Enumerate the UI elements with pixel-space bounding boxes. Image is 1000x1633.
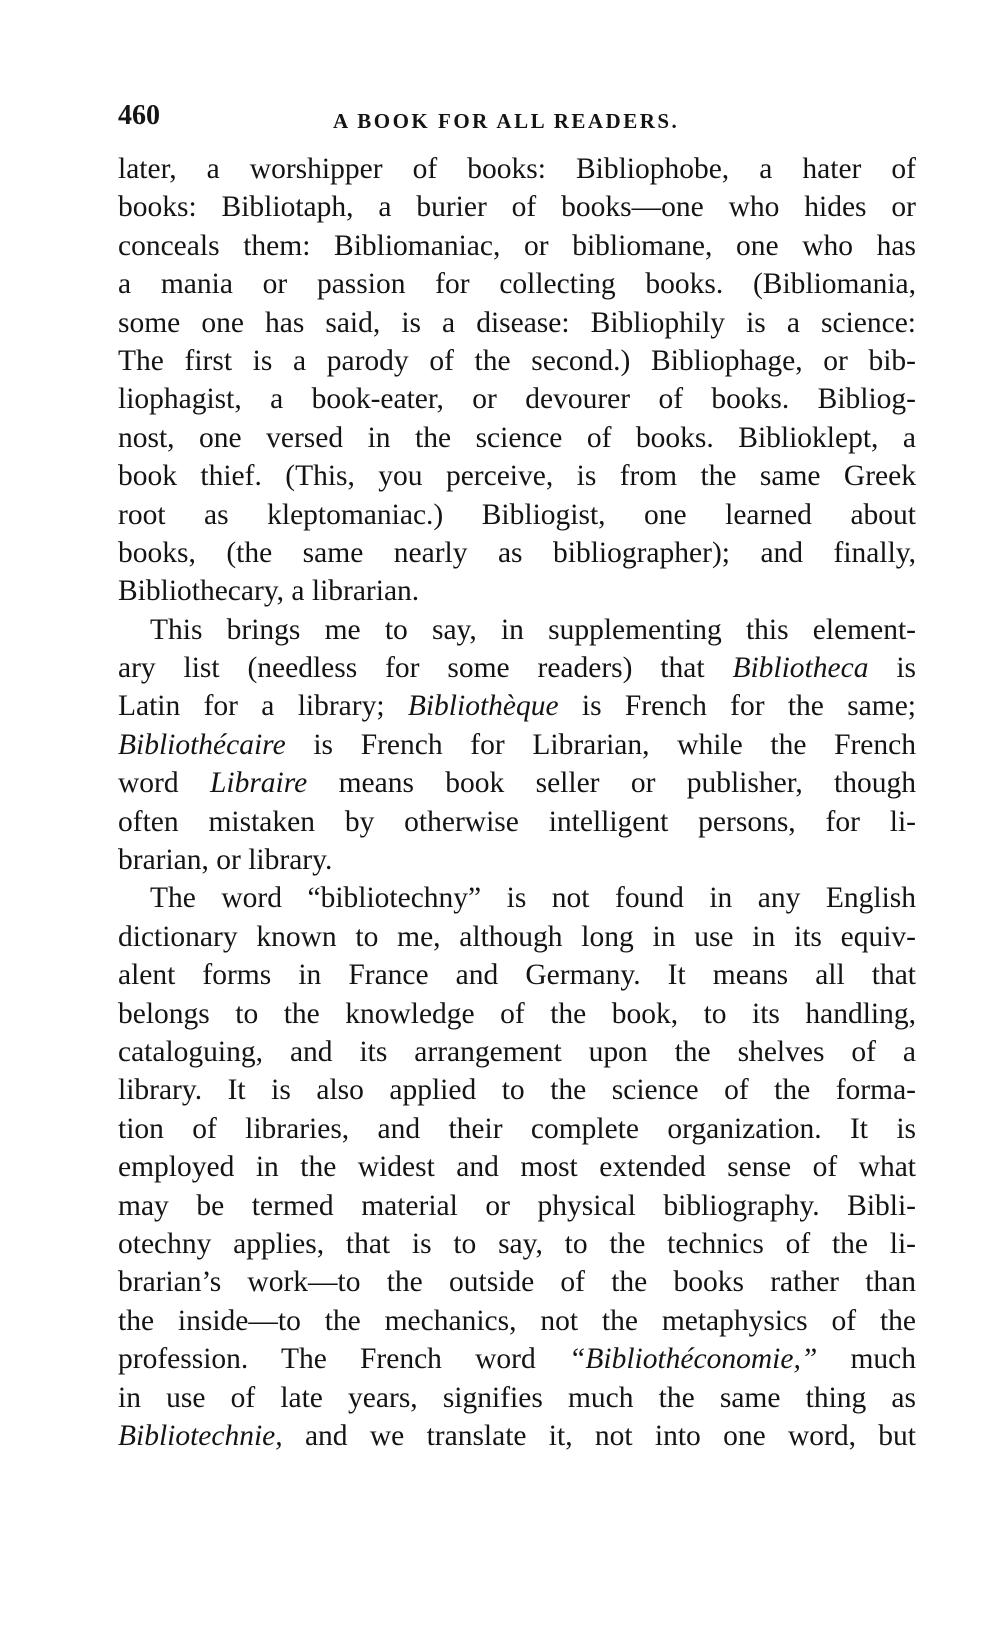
italic-term: Bibliotechnie, xyxy=(118,1419,283,1452)
text-line: book thief. (This, you perceive, is from the same Greek xyxy=(118,460,916,493)
text-line: conceals them: Bibliomaniac, or bibliomane, one who has xyxy=(118,229,916,262)
text-run: This brings me to say, in supplementing this element- xyxy=(150,613,916,646)
text-line: library. It is also applied to the science of the forma- xyxy=(118,1074,916,1107)
book-page xyxy=(118,100,916,1455)
text-line xyxy=(118,764,916,802)
body-text xyxy=(118,150,916,1455)
text-line: belongs to the knowledge of the book, to its handling, xyxy=(118,997,916,1030)
text-line xyxy=(118,649,916,687)
text-line: alent forms in France and Germany. It means all that xyxy=(118,959,916,992)
text-run: means book seller or publisher, though xyxy=(307,767,916,800)
text-run: is xyxy=(868,652,916,685)
text-line: the inside—to the mechanics, not the metaphysics of the xyxy=(118,1304,916,1337)
text-line: brarian’s work—to the outside of the books rather than xyxy=(118,1266,916,1299)
text-line xyxy=(118,687,916,725)
text-line: root as kleptomaniac.) Bibliogist, one learned about xyxy=(118,498,916,531)
text-line: otechny applies, that is to say, to the technics of the li- xyxy=(118,1227,916,1260)
running-head: A BOOK FOR ALL READERS. xyxy=(333,109,680,133)
text-line: The word “bibliotechny” is not found in any English xyxy=(150,882,916,915)
text-run: profession. The French word xyxy=(118,1343,569,1376)
text-line: liophagist, a book-eater, or devourer of books. Bibliog- xyxy=(118,383,916,416)
text-line: The first is a parody of the second.) Bibliophage, or bib- xyxy=(118,344,916,377)
text-line xyxy=(118,611,916,649)
text-line: brarian, or library. xyxy=(118,844,333,877)
text-run: much xyxy=(817,1343,916,1376)
text-line xyxy=(118,726,916,764)
text-line: a mania or passion for collecting books. (Bibliomania, xyxy=(118,268,916,301)
italic-term: Bibliothécaire xyxy=(118,728,286,761)
text-line: Bibliothecary, a librarian. xyxy=(118,575,420,608)
text-line: may be termed material or physical bibliography. Bibli- xyxy=(118,1189,916,1222)
italic-term: Libraire xyxy=(209,767,308,800)
text-line: later, a worshipper of books: Bibliophobe, a hater of xyxy=(118,153,916,185)
text-run: word xyxy=(118,767,210,800)
text-line: some one has said, is a disease: Bibliophily is a science: xyxy=(118,306,916,339)
italic-term: Bibliothèque xyxy=(407,690,559,723)
text-line: books: Bibliotaph, a burier of books—one who hides or xyxy=(118,191,916,224)
text-line: in use of late years, signifies much the same thing as xyxy=(118,1381,916,1414)
text-run: is French for the same; xyxy=(558,690,917,723)
text-line: dictionary known to me, although long in use in its equiv- xyxy=(118,920,916,953)
page-header xyxy=(118,100,916,146)
text-line: nost, one versed in the science of books. Biblioklept, a xyxy=(118,421,916,454)
text-line: cataloguing, and its arrangement upon the shelves of a xyxy=(118,1035,916,1068)
text-line: employed in the widest and most extended sense of what xyxy=(118,1151,916,1184)
italic-term: Bibliotheca xyxy=(732,652,869,685)
text-line xyxy=(118,1417,916,1455)
text-run: is French for Librarian, while the French xyxy=(285,728,916,761)
text-line xyxy=(118,1340,916,1378)
text-line: books, (the same nearly as bibliographer); and finally, xyxy=(118,536,916,569)
text-line: tion of libraries, and their complete organization. It is xyxy=(118,1112,916,1145)
text-line: often mistaken by otherwise intelligent persons, for li- xyxy=(118,805,916,838)
text-run: ary list (needless for some readers) that xyxy=(118,652,733,685)
text-run: Latin for a library; xyxy=(118,690,408,723)
page-number: 460 xyxy=(118,100,160,131)
italic-term: “Bibliothéconomie,” xyxy=(568,1343,818,1376)
text-run: and we translate it, not into one word, but xyxy=(282,1419,916,1452)
